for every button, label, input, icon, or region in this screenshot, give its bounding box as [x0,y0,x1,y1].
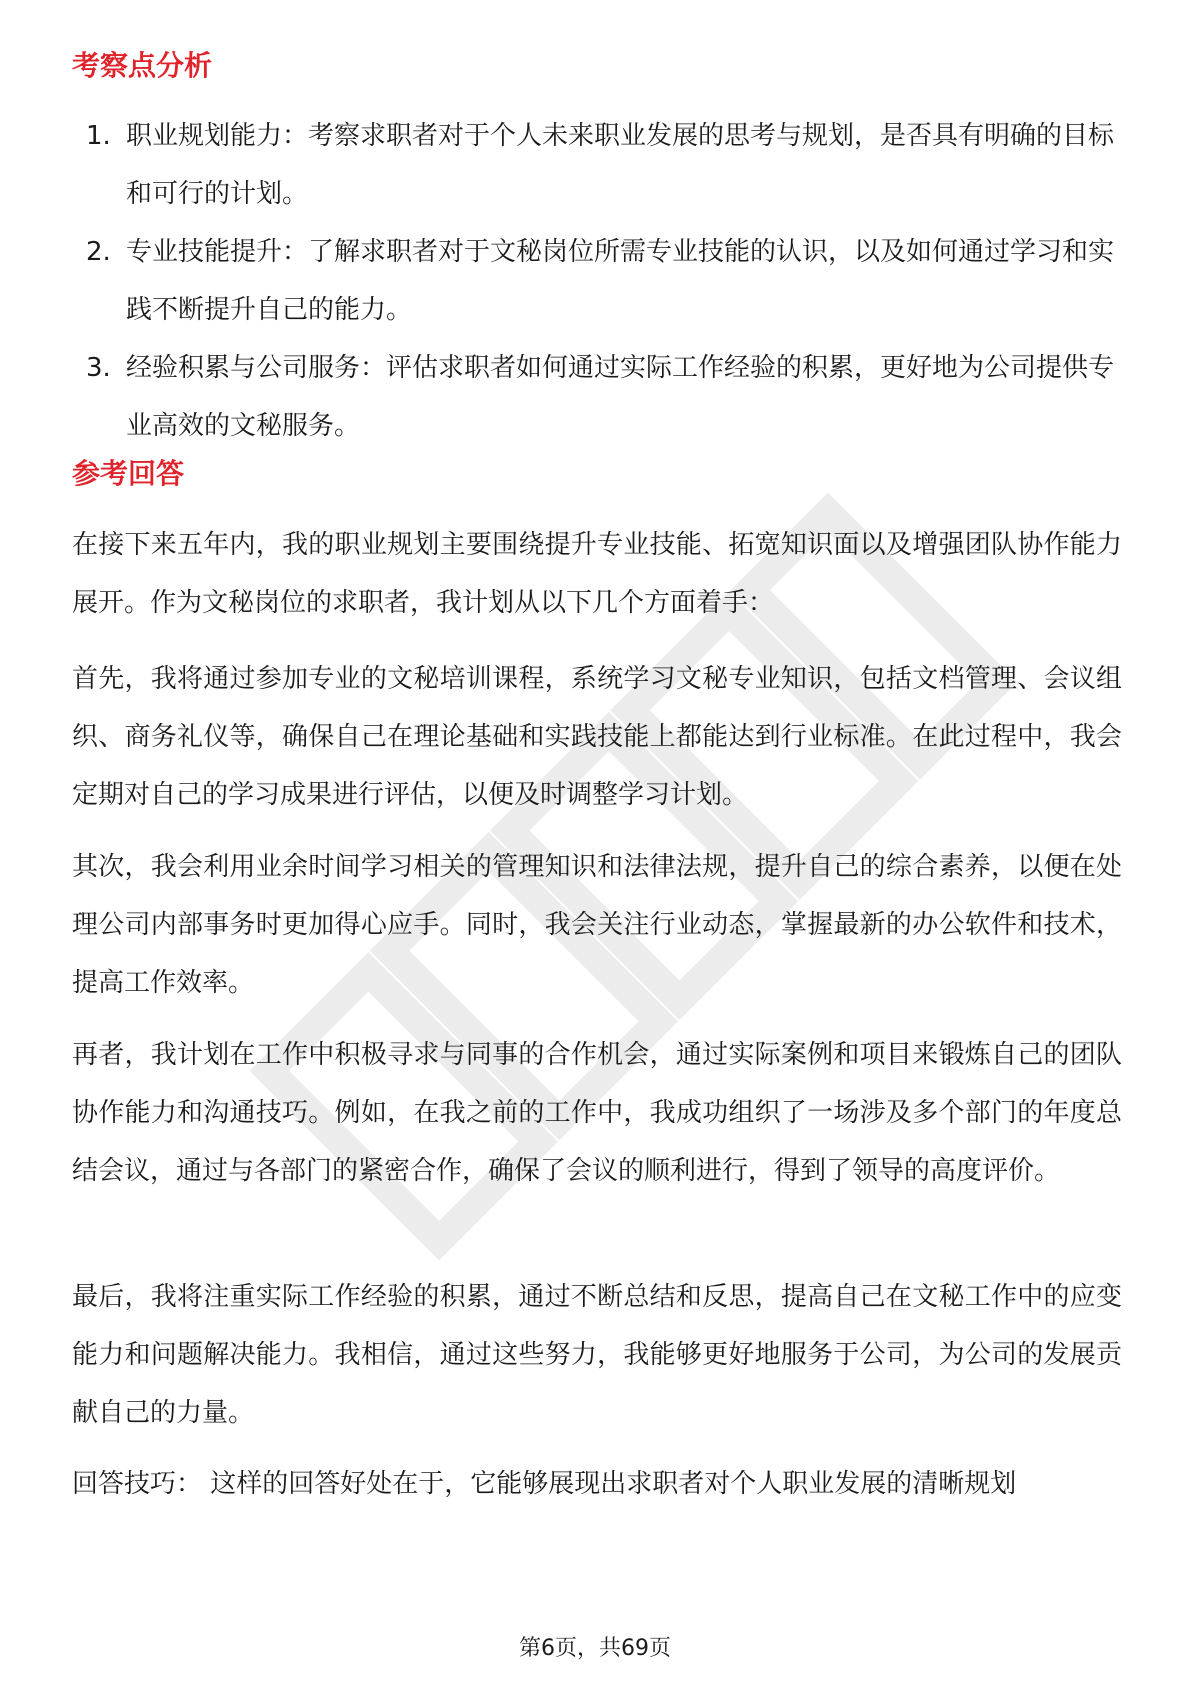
list-item-number: 3. [86,353,111,383]
answer-heading: 参考回答 [72,457,185,490]
list-item [72,339,1122,455]
list-item-number: 2. [86,237,111,267]
list-item-text: 经验积累与公司服务：评估求职者如何通过实际工作经验的积累，更好地为公司提供专业高效的文秘服务。 [126,353,1115,441]
analysis-heading: 考察点分析 [72,49,213,82]
answer-paragraph: 在接下来五年内，我的职业规划主要围绕提升专业技能、拓宽知识面以及增强团队协作能力展开。作为文秘岗位的求职者，我计划从以下几个方面着手： [72,530,1122,618]
list-item-text: 职业规划能力：考察求职者对于个人未来职业发展的思考与规划，是否具有明确的目标和可行的计划。 [126,121,1115,209]
page-number: 第6页，共69页 [519,1636,671,1661]
list-item-number: 1. [86,121,111,151]
list-item [72,223,1122,339]
answer-paragraph: 再者，我计划在工作中积极寻求与同事的合作机会，通过实际案例和项目来锻炼自己的团队协作能力和沟通技巧。例如，在我之前的工作中，我成功组织了一场涉及多个部门的年度总结会议，通过与各部门的紧密合作，确保了会议的顺利进行，得到了领导的高度评价。 [72,1040,1122,1186]
list-item-text: 专业技能提升：了解求职者对于文秘岗位所需专业技能的认识，以及如何通过学习和实践不断提升自己的能力。 [126,237,1115,325]
list-item [72,107,1122,223]
answer-tip: 回答技巧： 这样的回答好处在于，它能够展现出求职者对个人职业发展的清晰规划 [72,1469,1017,1499]
answer-paragraph: 其次，我会利用业余时间学习相关的管理知识和法律法规，提升自己的综合素养，以便在处理公司内部事务时更加得心应手。同时，我会关注行业动态，掌握最新的办公软件和技术，提高工作效率。 [72,852,1122,998]
answer-paragraph: 首先，我将通过参加专业的文秘培训课程，系统学习文秘专业知识，包括文档管理、会议组织、商务礼仪等，确保自己在理论基础和实践技能上都能达到行业标准。在此过程中，我会定期对自己的学习成果进行评估，以便及时调整学习计划。 [72,664,1122,810]
analysis-list [72,107,1122,455]
answer-paragraph: 最后，我将注重实际工作经验的积累，通过不断总结和反思，提高自己在文秘工作中的应变能力和问题解决能力。我相信，通过这些努力，我能够更好地服务于公司，为公司的发展贡献自己的力量。 [72,1282,1122,1428]
